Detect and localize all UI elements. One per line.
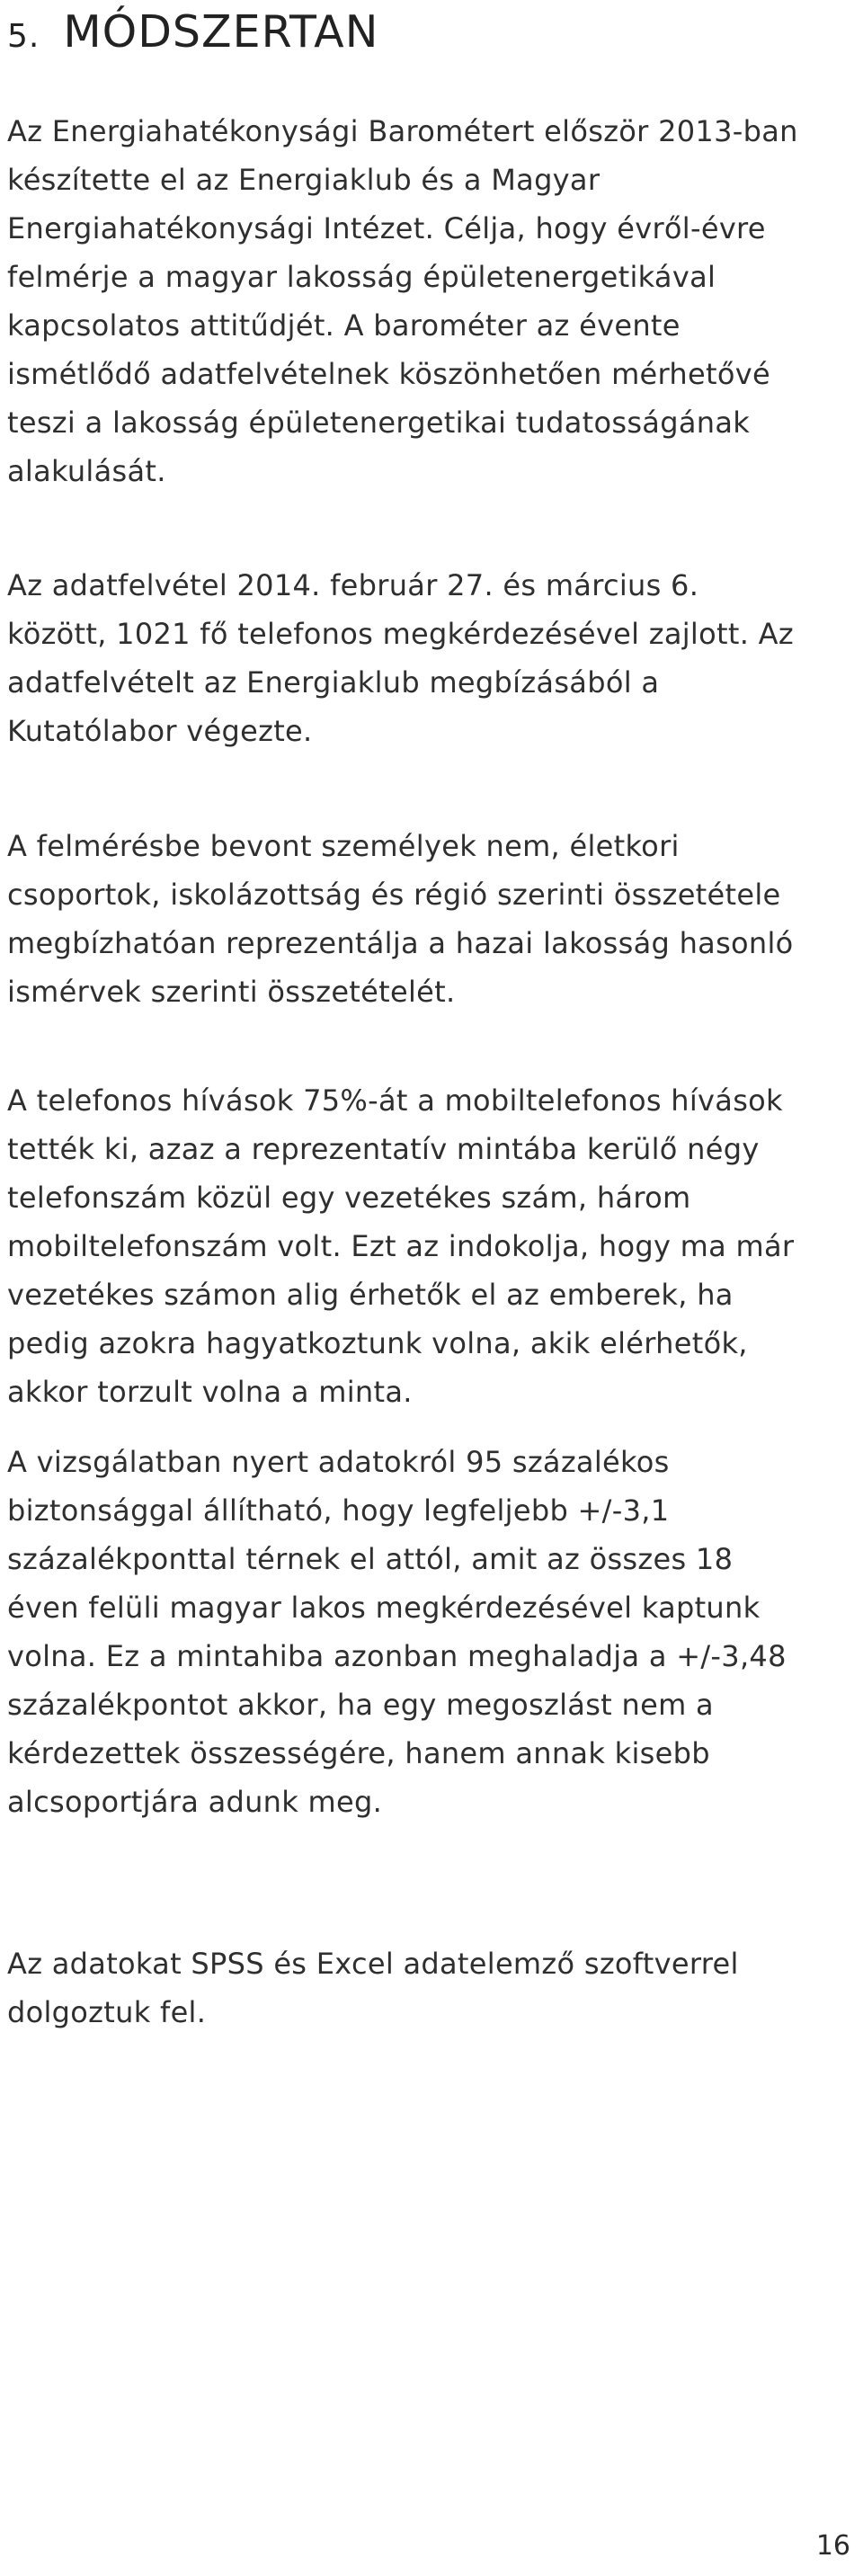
section-heading — [7, 5, 378, 64]
paragraph-intro: Az Energiahatékonysági Barométert először 2013-ban készítette el az Energiaklub és a Magyar Energiahatékonysági Intézet. Célja, hogy évről-évre felmérje a magyar lakosság épületenergetikával kapcsolatos attitűdjét. A barométer az évente ismétlődő adatfelvételnek köszönhetően mérhetővé teszi a lakosság épületenergetikai tudatosságának alakulását. — [7, 114, 798, 488]
paragraph-sampling-error: A vizsgálatban nyert adatokról 95 százalékos biztonsággal állítható, hogy legfeljebb +/-3,1 százalékponttal térnek el attól, amit az összes 18 éven felüli magyar lakos megkérdezésével kaptunk volna. Ez a mintahiba azonban meghaladja a +/-3,48 százalékpontot akkor, ha egy megoszlást nem a kérdezettek összességére, hanem annak kisebb alcsoportjára adunk meg. — [7, 1445, 787, 1819]
paragraph-software: Az adatokat SPSS és Excel adatelemző szoftverrel dolgoztuk fel. — [7, 1947, 739, 2029]
section-title: MÓDSZERTAN — [63, 6, 379, 58]
section-number: 5. — [7, 18, 40, 55]
paragraph-phone-calls: A telefonos hívások 75%-át a mobiltelefonos hívások tették ki, azaz a reprezentatív mintába kerülő négy telefonszám közül egy vezetékes szám, három mobiltelefonszám volt. Ezt az indokolja, hogy ma már vezetékes számon alig érhetők el az emberek, ha pedig azokra hagyatkoztunk volna, akik elérhetők, akkor torzult volna a minta. — [7, 1083, 795, 1409]
page-number: 16 — [815, 2530, 850, 2562]
paragraph-sample-representation: A felmérésbe bevont személyek nem, életkori csoportok, iskolázottság és régió szerinti összetétele megbízhatóan reprezentálja a hazai lakosság hasonló ismérvek szerinti összetételét. — [7, 829, 794, 1009]
paragraph-data-collection: Az adatfelvétel 2014. február 27. és március 6. között, 1021 fő telefonos megkérdezésével zajlott. Az adatfelvételt az Energiaklub megbízásából a Kutatólabor végezte. — [7, 568, 794, 748]
